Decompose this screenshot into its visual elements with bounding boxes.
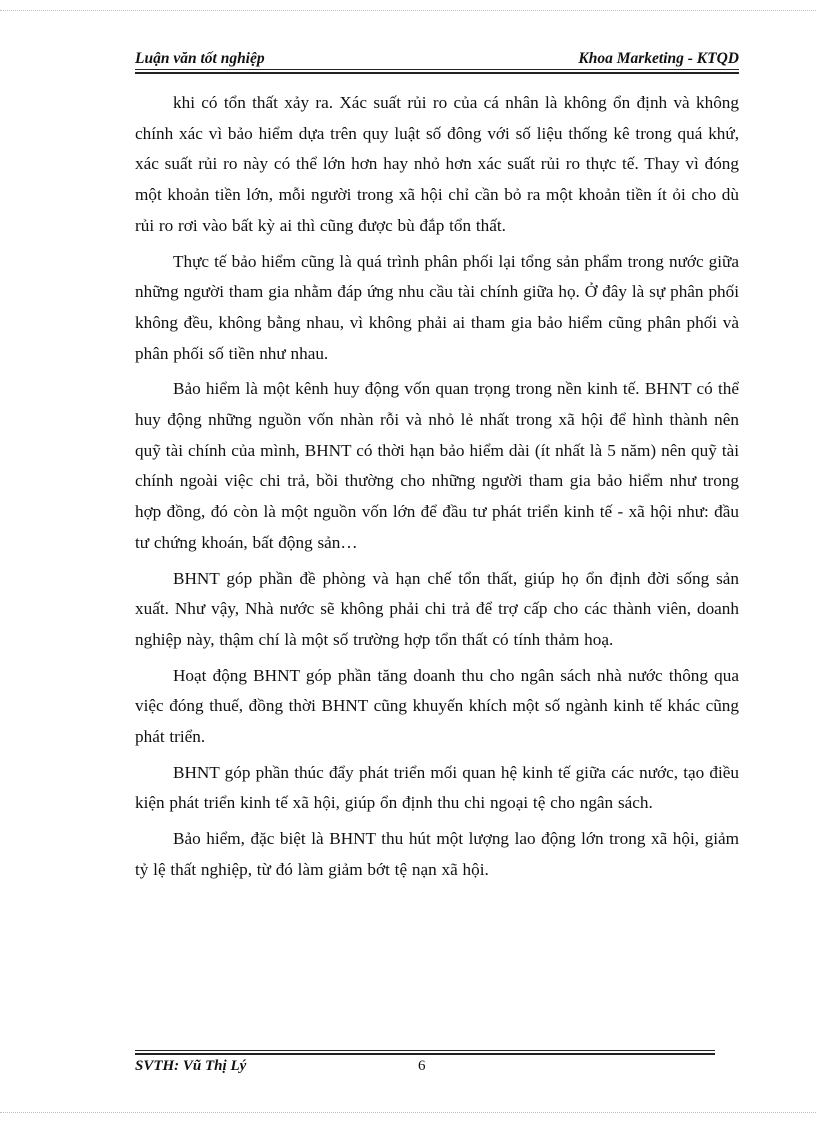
paragraph-7: Bảo hiểm, đặc biệt là BHNT thu hút một lượng lao động lớn trong xã hội, giảm tỷ lệ thất nghiệp, từ đó làm giảm bớt tệ nạn xã hội. (135, 829, 739, 879)
paragraph-6: BHNT góp phần thúc đẩy phát triển mối quan hệ kinh tế giữa các nước, tạo điều kiện phát triển kinh tế xã hội, giúp ổn định thu chi ngoại tệ cho ngân sách. (135, 762, 739, 813)
paragraph-4: BHNT góp phần đề phòng và hạn chế tổn thất, giúp họ ổn định đời sống sản xuất. Như vậy, Nhà nước sẽ không phải chi trả để trợ cấp cho các thành viên, doanh nghiệp này, thậm chí là một số trường hợp tổn thất có tính thảm hoạ. (135, 568, 739, 649)
paragraph-3: Bảo hiểm là một kênh huy động vốn quan trọng trong nền kinh tế. BHNT có thể huy động những nguồn vốn nhàn rỗi và nhỏ lẻ nhất trong xã hội để hình thành nên quỹ tài chính của mình, BHNT có thời hạn bảo hiểm dài (ít nhất là 5 năm) nên quỹ tài chính ngoài việc chi trả, bồi thường cho những người tham gia bảo hiểm như trong hợp đồng, đó còn là một nguồn vốn lớn để đầu tư phát triển kinh tế - xã hội như: đầu tư chứng khoán, bất động sản… (135, 379, 739, 552)
paragraph-1: khi có tổn thất xảy ra. Xác suất rủi ro của cá nhân là không ổn định và không chính xác vì bảo hiểm dựa trên quy luật số đông với số liệu thống kê trong quá khứ, xác suất rủi ro này có thể lớn hơn hay nhỏ hơn xác suất rủi ro thực tế. Thay vì đóng một khoản tiền lớn, mỗi người trong xã hội chỉ cần bỏ ra một khoản tiền ít ỏi cho dù rủi ro rơi vào bất kỳ ai thì cũng được bù đắp tổn thất. (135, 93, 739, 235)
page-edge-bottom (0, 1112, 816, 1113)
footer-rule-thin (135, 1050, 715, 1051)
page-number: 6 (418, 1058, 426, 1074)
header-rule-thin (135, 69, 739, 70)
body-text (135, 88, 739, 891)
footer-author: SVTH: Vũ Thị Lý (135, 1058, 247, 1074)
header-faculty: Khoa Marketing - KTQD (578, 50, 739, 67)
header-rule-thick (135, 72, 739, 74)
paragraph-2: Thực tế bảo hiểm cũng là quá trình phân phối lại tổng sản phẩm trong nước giữa những người tham gia nhằm đáp ứng nhu cầu tài chính giữa họ. Ở đây là sự phân phối không đều, không bằng nhau, vì không phải ai tham gia bảo hiểm cũng phân phối và phân phối số tiền như nhau. (135, 251, 739, 363)
footer-rule-thick (135, 1053, 715, 1055)
header-thesis-title: Luận văn tốt nghiệp (135, 50, 265, 67)
paragraph-5: Hoạt động BHNT góp phần tăng doanh thu cho ngân sách nhà nước thông qua việc đóng thuế, đồng thời BHNT cũng khuyến khích một số ngành kinh tế khác cũng phát triển. (135, 665, 739, 747)
page-edge-top (0, 10, 816, 11)
